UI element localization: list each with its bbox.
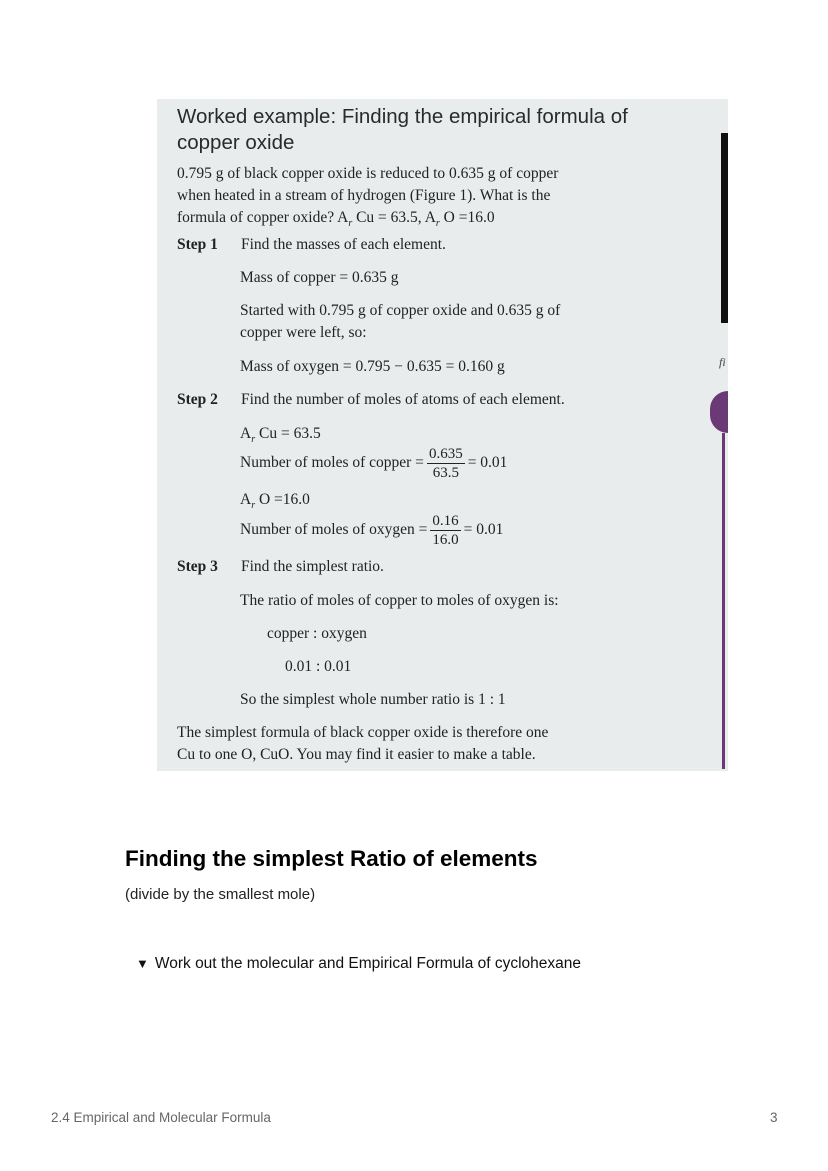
intro-line-1: 0.795 g of black copper oxide is reduced to 0.635 g of copper xyxy=(177,165,559,182)
fraction-numerator: 0.635 xyxy=(428,446,463,462)
fraction-denominator: 63.5 xyxy=(432,465,459,481)
started-line-2: copper were left, so: xyxy=(240,324,367,341)
moles-copper-fraction xyxy=(427,445,465,482)
worked-example-intro xyxy=(177,163,677,235)
step-2 xyxy=(177,389,565,411)
figure-edge-glyph: fi xyxy=(719,355,726,369)
intro-line-2: when heated in a stream of hydrogen (Figure 1). What is the xyxy=(177,187,551,204)
section-heading: Finding the simplest Ratio of elements xyxy=(125,846,538,871)
step-3 xyxy=(177,556,384,578)
moles-oxygen-result: = 0.01 xyxy=(463,521,504,539)
step-3-text: Find the simplest ratio. xyxy=(241,558,384,575)
ar-o-value: O =16.0 xyxy=(255,491,310,508)
mass-oxygen: Mass of oxygen = 0.795 − 0.635 = 0.160 g xyxy=(240,358,505,375)
conclusion-line-2: Cu to one O, CuO. You may find it easier to make a table. xyxy=(177,746,536,763)
worked-example-title xyxy=(177,104,677,156)
mass-copper: Mass of copper = 0.635 g xyxy=(240,269,399,286)
worked-example-image xyxy=(157,99,728,771)
step-1-label: Step 1 xyxy=(177,236,218,253)
moles-copper xyxy=(240,445,507,482)
title-line-1: Worked example: Finding the empirical formula of xyxy=(177,105,628,128)
conclusion xyxy=(177,722,677,766)
figure-edge-purple-line xyxy=(722,433,725,769)
title-line-2: copper oxide xyxy=(177,131,295,154)
ratio-names: copper : oxygen xyxy=(267,625,367,642)
ratio-whole: So the simplest whole number ratio is 1 : 1 xyxy=(240,691,506,708)
moles-oxygen-fraction xyxy=(430,512,460,549)
moles-oxygen xyxy=(240,512,503,549)
section-note: (divide by the smallest mole) xyxy=(125,886,316,903)
intro-text-b: Cu = 63.5, A xyxy=(352,209,436,226)
step-2-label: Step 2 xyxy=(177,391,218,408)
ratio-intro: The ratio of moles of copper to moles of oxygen is: xyxy=(240,592,559,609)
intro-text-a: formula of copper oxide? A xyxy=(177,209,349,226)
toggle-cyclohexane[interactable] xyxy=(136,955,581,973)
figure-edge-dark xyxy=(721,133,728,323)
step-1 xyxy=(177,234,446,256)
subscript-r: r xyxy=(251,500,256,511)
ar-cu-value: Cu = 63.5 xyxy=(255,425,321,442)
page-number: 3 xyxy=(770,1110,778,1125)
ar-symbol: A xyxy=(240,491,252,508)
ar-symbol: A xyxy=(240,425,252,442)
moles-oxygen-label: Number of moles of oxygen = xyxy=(240,521,428,539)
fraction-numerator: 0.16 xyxy=(432,513,459,529)
conclusion-line-1: The simplest formula of black copper oxide is therefore one xyxy=(177,724,549,741)
step-2-text: Find the number of moles of atoms of each element. xyxy=(241,391,565,408)
started-text xyxy=(240,300,670,344)
fraction-denominator: 16.0 xyxy=(432,532,459,548)
step-3-label: Step 3 xyxy=(177,558,218,575)
figure-edge-purple-tab xyxy=(710,391,728,433)
subscript-r: r xyxy=(348,218,353,229)
moles-copper-result: = 0.01 xyxy=(467,454,508,472)
ratio-values: 0.01 : 0.01 xyxy=(285,658,352,675)
footer-title: 2.4 Empirical and Molecular Formula xyxy=(51,1110,271,1125)
started-line-1: Started with 0.795 g of copper oxide and 0.635 g of xyxy=(240,302,561,319)
toggle-label: Work out the molecular and Empirical Formula of cyclohexane xyxy=(154,955,582,972)
intro-line-3 xyxy=(177,207,677,235)
moles-copper-label: Number of moles of copper = xyxy=(240,454,424,472)
subscript-r: r xyxy=(435,218,440,229)
subscript-r: r xyxy=(251,434,256,445)
intro-text-c: O =16.0 xyxy=(439,209,495,226)
step-1-text: Find the masses of each element. xyxy=(241,236,446,253)
triangle-down-icon: ▼ xyxy=(136,956,149,971)
